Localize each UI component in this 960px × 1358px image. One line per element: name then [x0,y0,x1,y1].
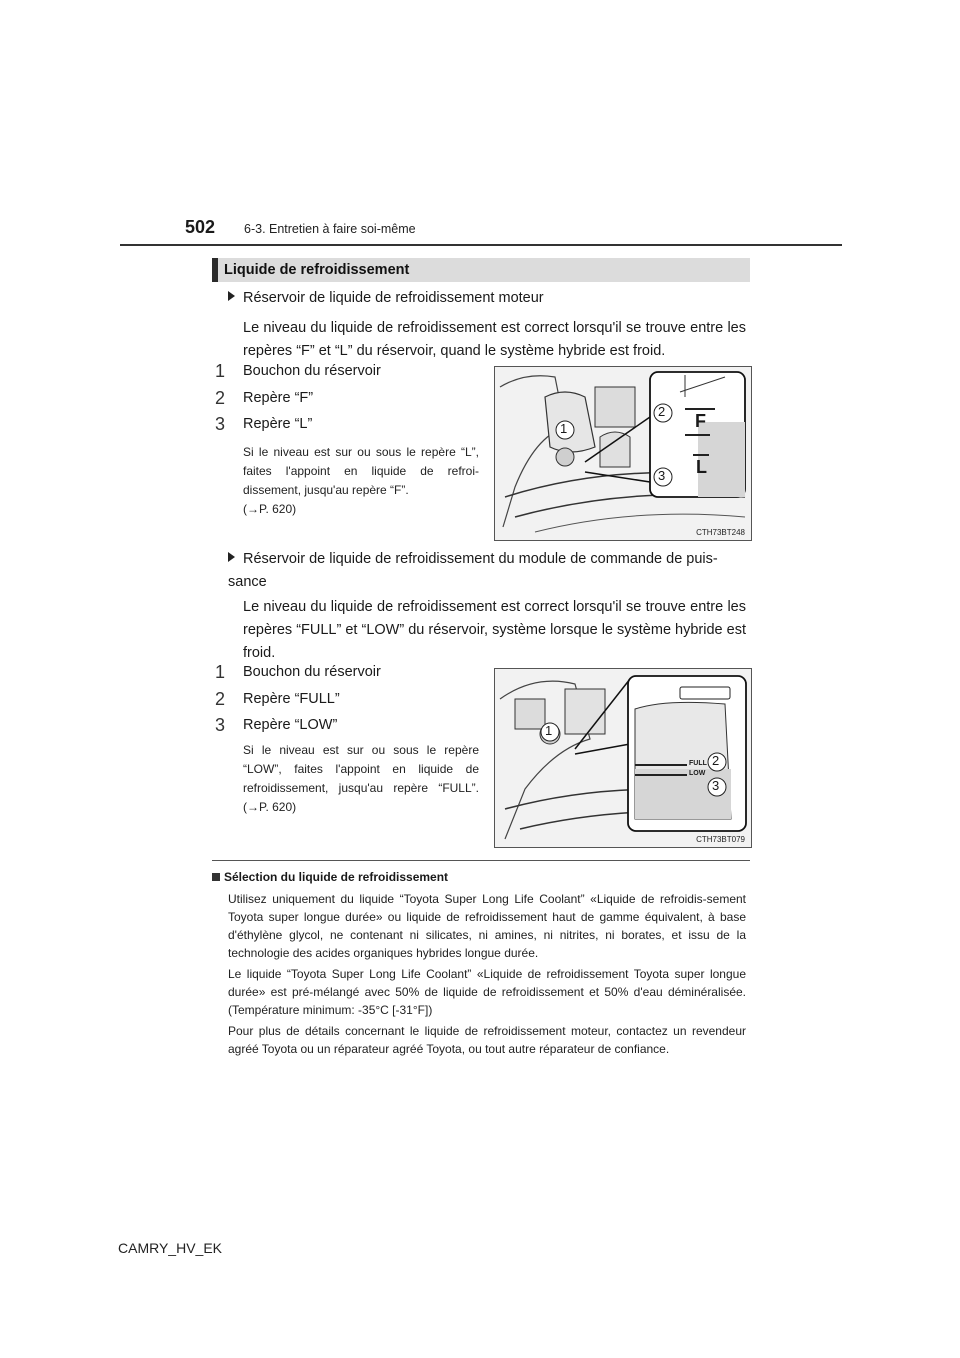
callout-3: 3 [712,778,720,793]
square-bullet-icon [212,873,220,881]
callout-1: 1 [560,421,568,436]
block1-item-2 [215,388,314,408]
block2-heading [228,548,748,594]
block2-item-2 [215,689,340,709]
item-number: 2 [215,388,226,408]
figure-pcu-coolant-reservoir [494,668,752,848]
mark-full: FULL [689,760,707,767]
block1-heading [228,290,544,306]
selection-paragraph-3: Pour plus de détails concernant le liquide de refroidissement moteur, contactez un revendeur agréé Toyota ou un réparateur agréé Toyota, ou tout autre réparateur de confiance. [228,1024,746,1056]
figure-code: CTH73BT248 [696,528,745,537]
arrow-right-icon [228,291,235,301]
item-number: 1 [215,662,226,682]
block1-paragraph: Le niveau du liquide de refroidissement est correct lorsqu'il se trouve entre les repères “F” et “L” du réservoir, quand le système hybride est froid. [243,320,746,359]
block2-item-3 [215,715,338,735]
item-label: Repère “LOW” [243,717,338,733]
callout-2: 2 [712,753,720,768]
item-label: Repère “L” [243,416,313,432]
figure-code: CTH73BT079 [696,835,745,844]
selection-heading [212,870,448,884]
mark-f: F [695,411,706,431]
callout-3: 3 [658,468,666,483]
block1-item-3 [215,414,313,434]
selection-paragraph-2: Le liquide “Toyota Super Long Life Coolant” «Liquide de refroidissement Toyota super longue durée» est pré-mélangé avec 50% de liquide de refroidissement et 50% d'eau déminéralisée. (Température minimum: -35°C [-31°F]) [228,967,746,1017]
mark-low: LOW [689,770,706,777]
item-number: 2 [215,689,226,709]
section-heading-bar [212,258,750,282]
block1-heading-text: Réservoir de liquide de refroidissement moteur [243,290,544,306]
page-number: 502 [185,217,216,237]
item-label: Bouchon du réservoir [243,363,381,379]
block1-ref: (→P. 620) [243,502,297,516]
heading-marker [212,258,218,282]
engine-bay-illustration [495,367,751,540]
block2-note: Si le niveau est sur ou sous le repère “LOW”, faites l'appoint en liquide de refroidissement, jusqu'au repère “FULL”. (→P. 620) [243,743,479,814]
header-rule [120,244,842,246]
callout-2: 2 [658,404,666,419]
section-title: 6-3. Entretien à faire soi-même [244,222,416,236]
block2-item-1 [215,662,381,682]
block1-item-1 [215,361,381,381]
item-number: 3 [215,414,226,434]
item-number: 1 [215,361,226,381]
block2-heading-text: Réservoir de liquide de refroidissement du module de commande de puis-sance [228,551,718,590]
block1-note: Si le niveau est sur ou sous le repère “L”, faites l'appoint en liquide de refroi-dissement, jusqu'au repère “F”. [243,445,479,497]
section-heading: Liquide de refroidissement [224,262,410,278]
item-label: Bouchon du réservoir [243,664,381,680]
item-number: 3 [215,715,226,735]
section-separator [212,860,750,861]
selection-heading-text: Sélection du liquide de refroidissement [224,870,449,884]
footer-model: CAMRY_HV_EK [118,1240,223,1256]
arrow-right-icon [228,552,235,562]
item-label: Repère “FULL” [243,691,340,707]
item-label: Repère “F” [243,390,314,406]
selection-paragraph-1: Utilisez uniquement du liquide “Toyota Super Long Life Coolant” «Liquide de refroidis-sement Toyota super longue durée» ou liquide de refroidissement haut de gamme équivalent, à base d'éthylène glycol, ne contenant ni silicates, ni amines, ni nitrites, ni borates, et issu de la technologie des acides organiques hybrides longue durée. [228,892,746,960]
callout-1: 1 [545,723,553,738]
mark-l: L [696,457,707,477]
block2-paragraph: Le niveau du liquide de refroidissement est correct lorsqu'il se trouve entre les repères “FULL” et “LOW” du réservoir, système lorsque le système hybride est froid. [243,599,746,661]
figure-engine-coolant-reservoir [494,366,752,541]
